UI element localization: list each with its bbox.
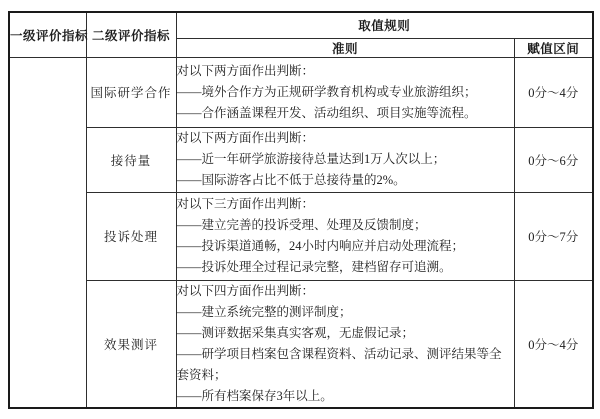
criteria-line: ——合作涵盖课程开发、活动组织、项目实施等流程。 (176, 105, 477, 120)
header-criteria: 准则 (176, 38, 514, 57)
criteria-cell (176, 127, 514, 192)
criteria-cell (176, 57, 514, 127)
table-row (9, 57, 593, 127)
table-row (9, 127, 593, 192)
criteria-line: ——研学项目档案包含课程资料、活动记录、测评结果等全套资料； (176, 346, 502, 382)
indicator-cell: 国际研学合作 (86, 57, 176, 127)
header-row-top (9, 12, 593, 38)
indicator-cell: 效果测评 (86, 280, 176, 408)
criteria-line: ——投诉处理全过程记录完整，建档留存可追溯。 (176, 260, 452, 274)
header-level2-indicator: 二级评价指标 (86, 12, 176, 57)
criteria-cell (176, 280, 514, 408)
criteria-line: ——国际游客占比不低于总接待量的2%。 (176, 173, 406, 187)
criteria-line: ——建立系统完整的测评制度； (176, 304, 352, 319)
criteria-line: 对以下三方面作出判断： (176, 197, 315, 211)
criteria-line: ——近一年研学旅游接待总量达到1万人次以上； (176, 152, 446, 166)
table-row (9, 280, 593, 408)
criteria-line: ——境外合作方为正规研学教育机构或专业旅游组织； (176, 84, 477, 99)
criteria-line: ——所有档案保存3年以上。 (176, 388, 333, 403)
header-score-range: 赋值区间 (514, 38, 593, 57)
criteria-line: ——测评数据采集真实客观，无虚假记录； (176, 325, 415, 340)
header-value-rules: 取值规则 (176, 12, 593, 38)
criteria-line: 对以下四方面作出判断： (176, 283, 315, 298)
score-range-cell: 0分～6分 (514, 127, 593, 192)
level1-indicator-cell (9, 57, 86, 408)
criteria-line: 对以下两方面作出判断： (176, 131, 315, 145)
evaluation-criteria-table (8, 11, 594, 409)
score-range-cell: 0分～4分 (514, 280, 593, 408)
indicator-cell: 投诉处理 (86, 192, 176, 280)
criteria-line: 对以下两方面作出判断： (176, 63, 315, 78)
score-range-cell: 0分～7分 (514, 192, 593, 280)
criteria-line: ——投诉渠道通畅，24小时内响应并启动处理流程； (176, 239, 465, 253)
criteria-cell (176, 192, 514, 280)
indicator-cell: 接待量 (86, 127, 176, 192)
header-level1-indicator: 一级评价指标 (9, 12, 86, 57)
table-row (9, 192, 593, 280)
criteria-line: ——建立完善的投诉受理、处理及反馈制度； (176, 218, 427, 232)
score-range-cell: 0分～4分 (514, 57, 593, 127)
